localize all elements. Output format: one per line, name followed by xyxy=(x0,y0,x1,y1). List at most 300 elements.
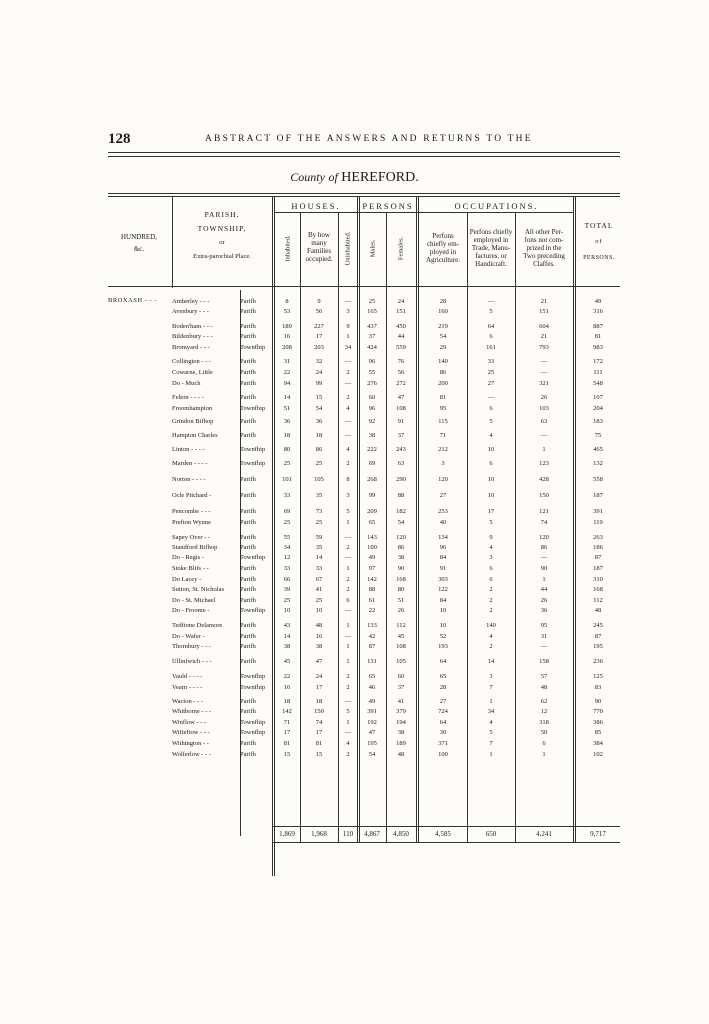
total-females: 4,850 xyxy=(393,830,409,838)
place-type: Parifh xyxy=(240,394,256,401)
families-count: 56 xyxy=(315,308,323,315)
females-count: 112 xyxy=(396,622,406,629)
header-rule xyxy=(108,152,620,153)
trade-count: 2 xyxy=(489,597,493,604)
inhabited-count: 51 xyxy=(283,405,291,412)
parish-header-line3: or xyxy=(219,239,225,246)
agriculture-count: 140 xyxy=(438,358,448,365)
agriculture-count: 65 xyxy=(439,673,447,680)
place-type: Townfhip xyxy=(240,460,266,467)
agriculture-count: 64 xyxy=(439,719,447,726)
parish-name: Vauld - - - - xyxy=(172,673,203,680)
total-trade: 650 xyxy=(485,830,497,838)
trade-count: 17 xyxy=(487,508,495,515)
place-type: Parifh xyxy=(240,369,256,376)
uninhabited-count: — xyxy=(344,698,352,705)
total-count: 236 xyxy=(593,658,603,665)
females-count: 90 xyxy=(397,565,405,572)
trade-count: 5 xyxy=(489,308,493,315)
total-count: 87 xyxy=(594,554,602,561)
inhabited-count: 16 xyxy=(283,684,291,691)
females-count: 54 xyxy=(397,519,405,526)
males-count: 42 xyxy=(368,633,376,640)
table-row xyxy=(0,430,709,441)
place-type: Townfhip xyxy=(240,684,266,691)
inhabited-count: 39 xyxy=(283,586,291,593)
page-number: 128 xyxy=(108,131,131,147)
place-type: Parifh xyxy=(240,708,256,715)
trade-count: 7 xyxy=(489,684,493,691)
total-header-line1: TOTAL xyxy=(584,221,614,230)
males-count: 437 xyxy=(367,323,377,330)
males-count: 54 xyxy=(368,751,376,758)
other-count: 21 xyxy=(540,298,548,305)
county-title xyxy=(0,170,709,186)
agriculture-count: 71 xyxy=(439,432,447,439)
other-count: 604 xyxy=(539,323,549,330)
females-count: 243 xyxy=(396,446,406,453)
total-count: 49 xyxy=(594,298,602,305)
trade-count: 3 xyxy=(489,554,493,561)
trade-count: 10 xyxy=(487,476,495,483)
males-count: 276 xyxy=(367,380,377,387)
other-count: 121 xyxy=(539,508,549,515)
uninhabited-count: — xyxy=(344,298,352,305)
families-count: 25 xyxy=(315,460,323,467)
females-count: 379 xyxy=(396,708,406,715)
inhabited-count: 43 xyxy=(283,622,291,629)
uninhabited-count: 9 xyxy=(346,323,350,330)
families-count: 18 xyxy=(315,698,323,705)
parish-name: Grindon Bifhop xyxy=(172,418,214,425)
other-count: 1 xyxy=(542,446,546,453)
agriculture-count: 212 xyxy=(438,446,448,453)
families-count: 24 xyxy=(315,673,323,680)
parish-name: Collington - - - xyxy=(172,358,212,365)
families-count: 150 xyxy=(314,708,324,715)
other-header-line3: prized in the xyxy=(526,244,562,252)
place-type: Parifh xyxy=(240,380,256,387)
place-type: Parifh xyxy=(240,418,256,425)
agriculture-count: 253 xyxy=(438,508,448,515)
males-count: 424 xyxy=(367,344,377,351)
parish-name: Linton - - - - xyxy=(172,446,205,453)
females-count: 194 xyxy=(396,719,406,726)
females-count: 86 xyxy=(397,544,405,551)
running-head: ABSTRACT OF THE ANSWERS AND RETURNS TO THE xyxy=(205,134,533,144)
total-uninhabited: 110 xyxy=(342,830,354,838)
total-count: 310 xyxy=(593,576,603,583)
table-row xyxy=(0,706,709,717)
males-count: 55 xyxy=(368,369,376,376)
inhabited-count: 71 xyxy=(283,719,291,726)
inhabited-count: 17 xyxy=(283,729,291,736)
families-count: 16 xyxy=(315,633,323,640)
agriculture-header xyxy=(419,232,467,264)
agriculture-header-line4: Agriculture. xyxy=(425,256,460,264)
other-count: 428 xyxy=(539,476,549,483)
agriculture-count: 84 xyxy=(439,554,447,561)
uninhabited-count: 2 xyxy=(346,684,350,691)
parish-name: Hampton Charles xyxy=(172,432,218,439)
place-type: Parifh xyxy=(240,492,256,499)
agriculture-count: 91 xyxy=(439,565,447,572)
families-count: 36 xyxy=(315,418,323,425)
agriculture-count: 120 xyxy=(438,476,448,483)
females-count: 105 xyxy=(396,658,406,665)
agriculture-header-line3: ployed in xyxy=(429,248,457,256)
trade-count: — xyxy=(487,394,495,401)
families-count: 9 xyxy=(317,298,321,305)
families-count: 17 xyxy=(315,684,323,691)
total-other: 4,241 xyxy=(536,830,552,838)
total-persons: 9,717 xyxy=(590,830,606,838)
total-count: 111 xyxy=(593,369,603,376)
total-count: 263 xyxy=(593,534,603,541)
females-count: 51 xyxy=(397,597,405,604)
uninhabited-count: 1 xyxy=(346,519,350,526)
table-row xyxy=(0,444,709,455)
females-count: 290 xyxy=(396,476,406,483)
other-count: 26 xyxy=(540,597,548,604)
uninhabited-count: 3 xyxy=(346,492,350,499)
trade-count: — xyxy=(487,298,495,305)
families-count: 25 xyxy=(315,597,323,604)
families-count: 25 xyxy=(315,519,323,526)
trade-count: 1 xyxy=(489,751,493,758)
hundred-header-line1: HUNDRED, xyxy=(121,233,157,241)
agriculture-count: 30 xyxy=(439,729,447,736)
place-type: Parifh xyxy=(240,597,256,604)
total-count: 75 xyxy=(594,432,602,439)
agriculture-count: 54 xyxy=(439,333,447,340)
total-inhabited: 1,869 xyxy=(279,830,295,838)
families-count: 54 xyxy=(315,405,323,412)
persons-group-header: PERSONS xyxy=(362,201,414,211)
uninhabited-count: — xyxy=(344,607,352,614)
families-count: 59 xyxy=(315,534,323,541)
males-count: 38 xyxy=(368,432,376,439)
trade-count: 9 xyxy=(489,534,493,541)
agriculture-header-line1: Perfons xyxy=(432,232,454,240)
place-type: Parifh xyxy=(240,519,256,526)
agriculture-header-line2: chiefly em- xyxy=(426,240,460,248)
parish-name: Vearn - - - - xyxy=(172,684,203,691)
uninhabited-count: 2 xyxy=(346,751,350,758)
inhabited-count: 22 xyxy=(283,673,291,680)
other-header-line1: All other Per- xyxy=(524,228,564,236)
agriculture-count: 134 xyxy=(438,534,448,541)
agriculture-count: 29 xyxy=(439,344,447,351)
table-row xyxy=(0,306,709,317)
trade-count: 2 xyxy=(489,607,493,614)
other-count: 90 xyxy=(540,565,548,572)
females-count: 56 xyxy=(397,369,405,376)
table-row xyxy=(0,605,709,616)
other-count: 321 xyxy=(539,380,549,387)
parish-name: Whitborne - - - xyxy=(172,708,212,715)
place-type: Parifh xyxy=(240,586,256,593)
agriculture-count: 28 xyxy=(439,684,447,691)
table-row xyxy=(0,367,709,378)
parish-name: Do - Froome - xyxy=(172,607,210,614)
parish-name: Sutton, St. Nicholas xyxy=(172,586,225,593)
inhabited-count: 22 xyxy=(283,369,291,376)
uninhabited-count: — xyxy=(344,633,352,640)
uninhabited-count: — xyxy=(344,432,352,439)
males-count: 87 xyxy=(368,643,376,650)
table-row xyxy=(0,416,709,427)
inhabited-count: 8 xyxy=(285,298,289,305)
females-count: 108 xyxy=(396,405,406,412)
families-header-line2: many xyxy=(311,239,327,247)
uninhabited-count: 2 xyxy=(346,673,350,680)
trade-header xyxy=(467,228,515,268)
trade-count: 2 xyxy=(489,643,493,650)
total-count: 384 xyxy=(593,740,603,747)
trade-count: 6 xyxy=(489,565,493,572)
other-count: 57 xyxy=(540,673,548,680)
families-count: 99 xyxy=(315,380,323,387)
other-count: 44 xyxy=(540,586,548,593)
females-count: 120 xyxy=(396,534,406,541)
inhabited-count: 94 xyxy=(283,380,291,387)
males-count: 65 xyxy=(368,673,376,680)
table-row xyxy=(0,727,709,738)
families-count: 86 xyxy=(315,446,323,453)
uninhabited-count: 1 xyxy=(346,643,350,650)
females-count: 151 xyxy=(396,308,406,315)
uninhabited-count: 3 xyxy=(346,308,350,315)
females-count: 168 xyxy=(396,576,406,583)
parish-name: Marden - - - - xyxy=(172,460,208,467)
other-count: 62 xyxy=(540,698,548,705)
inhabited-count: 25 xyxy=(283,519,291,526)
total-count: 87 xyxy=(594,633,602,640)
families-count: 35 xyxy=(315,544,323,551)
trade-count: 64 xyxy=(487,323,495,330)
agriculture-count: 193 xyxy=(438,643,448,650)
agriculture-count: 160 xyxy=(438,308,448,315)
agriculture-count: 96 xyxy=(439,544,447,551)
trade-count: 6 xyxy=(489,460,493,467)
total-count: 204 xyxy=(593,405,603,412)
total-header xyxy=(576,222,622,262)
males-count: 22 xyxy=(368,607,376,614)
total-count: 48 xyxy=(594,607,602,614)
families-count: 203 xyxy=(314,344,324,351)
inhabited-count: 10 xyxy=(283,607,291,614)
place-type: Parifh xyxy=(240,534,256,541)
inhabited-count: 101 xyxy=(282,476,292,483)
other-count: 103 xyxy=(539,405,549,412)
table-row xyxy=(0,458,709,469)
inhabited-count: 80 xyxy=(283,446,291,453)
totals-row xyxy=(0,829,709,840)
agriculture-count: 28 xyxy=(439,298,447,305)
total-count: 187 xyxy=(593,492,603,499)
other-count: 150 xyxy=(539,492,549,499)
place-type: Townfhip xyxy=(240,729,266,736)
hundred-header xyxy=(108,233,170,253)
inhabited-count: 31 xyxy=(283,358,291,365)
uninhabited-count: 2 xyxy=(346,394,350,401)
parish-name: Standford Bifhop xyxy=(172,544,218,551)
parish-name: Cowarne, Little xyxy=(172,369,213,376)
other-count: 123 xyxy=(539,460,549,467)
total-count: 187 xyxy=(593,565,603,572)
families-count: 17 xyxy=(315,729,323,736)
females-count: 26 xyxy=(397,607,405,614)
trade-count: 34 xyxy=(487,708,495,715)
uninhabited-count: 34 xyxy=(344,344,352,351)
families-count: 67 xyxy=(315,576,323,583)
trade-count: 140 xyxy=(486,622,496,629)
place-type: Parifh xyxy=(240,565,256,572)
females-header: Females. xyxy=(397,236,405,261)
parish-name: Tedftone Delamore xyxy=(172,622,223,629)
total-count: 887 xyxy=(593,323,603,330)
table-row xyxy=(0,474,709,485)
inhabited-count: 38 xyxy=(283,643,291,650)
trade-count: 5 xyxy=(489,519,493,526)
total-count: 770 xyxy=(593,708,603,715)
parish-name: Wacton - - - xyxy=(172,698,204,705)
total-count: 983 xyxy=(593,344,603,351)
total-count: 558 xyxy=(593,476,603,483)
agriculture-count: 27 xyxy=(439,698,447,705)
inhabited-count: 142 xyxy=(282,708,292,715)
trade-count: 10 xyxy=(487,492,495,499)
parish-name: Do - St. Michael xyxy=(172,597,216,604)
place-type: Townfhip xyxy=(240,719,266,726)
other-count: 86 xyxy=(540,544,548,551)
table-row xyxy=(0,342,709,353)
total-count: 391 xyxy=(593,508,603,515)
parish-name: Bromyard - - - xyxy=(172,344,210,351)
place-type: Parifh xyxy=(240,358,256,365)
inhabited-count: 33 xyxy=(283,565,291,572)
females-count: 37 xyxy=(397,432,405,439)
females-count: 450 xyxy=(396,323,406,330)
uninhabited-count: 2 xyxy=(346,369,350,376)
uninhabited-count: 4 xyxy=(346,405,350,412)
uninhabited-count: — xyxy=(344,358,352,365)
total-count: 183 xyxy=(593,418,603,425)
other-count: 48 xyxy=(540,684,548,691)
females-count: 47 xyxy=(397,394,405,401)
place-type: Parifh xyxy=(240,751,256,758)
parish-name: Sapey Over - - xyxy=(172,534,211,541)
families-count: 18 xyxy=(315,432,323,439)
hundred-name: BROXASH - - - xyxy=(108,297,157,304)
uninhabited-count: — xyxy=(344,729,352,736)
families-count: 227 xyxy=(314,323,324,330)
total-count: 83 xyxy=(594,684,602,691)
families-header-line4: occupied. xyxy=(305,255,333,263)
trade-count: 25 xyxy=(487,369,495,376)
other-count: 1 xyxy=(542,576,546,583)
females-count: 38 xyxy=(397,729,405,736)
parish-header-line2: TOWNSHIP, xyxy=(197,224,247,233)
uninhabited-count: 8 xyxy=(346,476,350,483)
families-count: 74 xyxy=(315,719,323,726)
place-type: Parifh xyxy=(240,333,256,340)
table-row xyxy=(0,392,709,403)
header-rule-2 xyxy=(108,156,620,157)
parish-name: Avenbury - - - xyxy=(172,308,209,315)
agriculture-count: 84 xyxy=(439,597,447,604)
total-header-line2: of xyxy=(595,238,603,245)
inhabited-count: 69 xyxy=(283,508,291,515)
parish-name: Do - Wafer - xyxy=(172,633,205,640)
males-count: 69 xyxy=(368,460,376,467)
table-row xyxy=(0,641,709,652)
males-count: 143 xyxy=(367,534,377,541)
trade-count: 4 xyxy=(489,719,493,726)
table-row xyxy=(0,356,709,367)
families-count: 32 xyxy=(315,358,323,365)
total-males: 4,867 xyxy=(364,830,380,838)
other-count: 318 xyxy=(539,719,549,726)
table-row xyxy=(0,738,709,749)
males-count: 96 xyxy=(368,358,376,365)
place-type: Parifh xyxy=(240,643,256,650)
parish-name: Felton - - - - xyxy=(172,394,204,401)
place-type: Parifh xyxy=(240,323,256,330)
females-count: 60 xyxy=(397,673,405,680)
females-count: 189 xyxy=(396,740,406,747)
trade-header-line3: Trade, Manu- xyxy=(471,244,511,252)
trade-header-line4: factures, or xyxy=(475,252,507,260)
females-count: 182 xyxy=(396,508,406,515)
agriculture-count: 724 xyxy=(438,708,448,715)
trade-count: 3 xyxy=(489,673,493,680)
males-count: 165 xyxy=(367,308,377,315)
inhabited-count: 14 xyxy=(283,394,291,401)
parish-name: Do Lacey - xyxy=(172,576,202,583)
females-count: 38 xyxy=(397,554,405,561)
inhabited-count: 33 xyxy=(283,492,291,499)
females-count: 272 xyxy=(396,380,406,387)
uninhabited-count: — xyxy=(344,418,352,425)
other-count: 151 xyxy=(539,308,549,315)
uninhabited-count: 2 xyxy=(346,576,350,583)
parish-name: Norton - - - - xyxy=(172,476,206,483)
trade-count: 27 xyxy=(487,380,495,387)
agriculture-count: 200 xyxy=(438,380,448,387)
other-count: — xyxy=(540,643,548,650)
agriculture-count: 219 xyxy=(438,323,448,330)
parish-name: Pencombe - - - xyxy=(172,508,211,515)
parish-name: Ocle Pitchard - xyxy=(172,492,212,499)
inhabited-count: 208 xyxy=(282,344,292,351)
table-row xyxy=(0,403,709,414)
inhabited-count: 12 xyxy=(283,554,291,561)
families-header-line3: Families xyxy=(306,247,332,255)
parish-name: Prefton Wynne xyxy=(172,519,212,526)
inhabited-count: 25 xyxy=(283,597,291,604)
houses-group-header: HOUSES. xyxy=(291,201,341,211)
other-count: 6 xyxy=(542,740,546,747)
families-count: 15 xyxy=(315,394,323,401)
females-count: 24 xyxy=(397,298,405,305)
inhabited-count: 14 xyxy=(283,633,291,640)
agriculture-count: 27 xyxy=(439,492,447,499)
males-count: 268 xyxy=(367,476,377,483)
uninhabited-count: 1 xyxy=(346,719,350,726)
other-count: — xyxy=(540,369,548,376)
